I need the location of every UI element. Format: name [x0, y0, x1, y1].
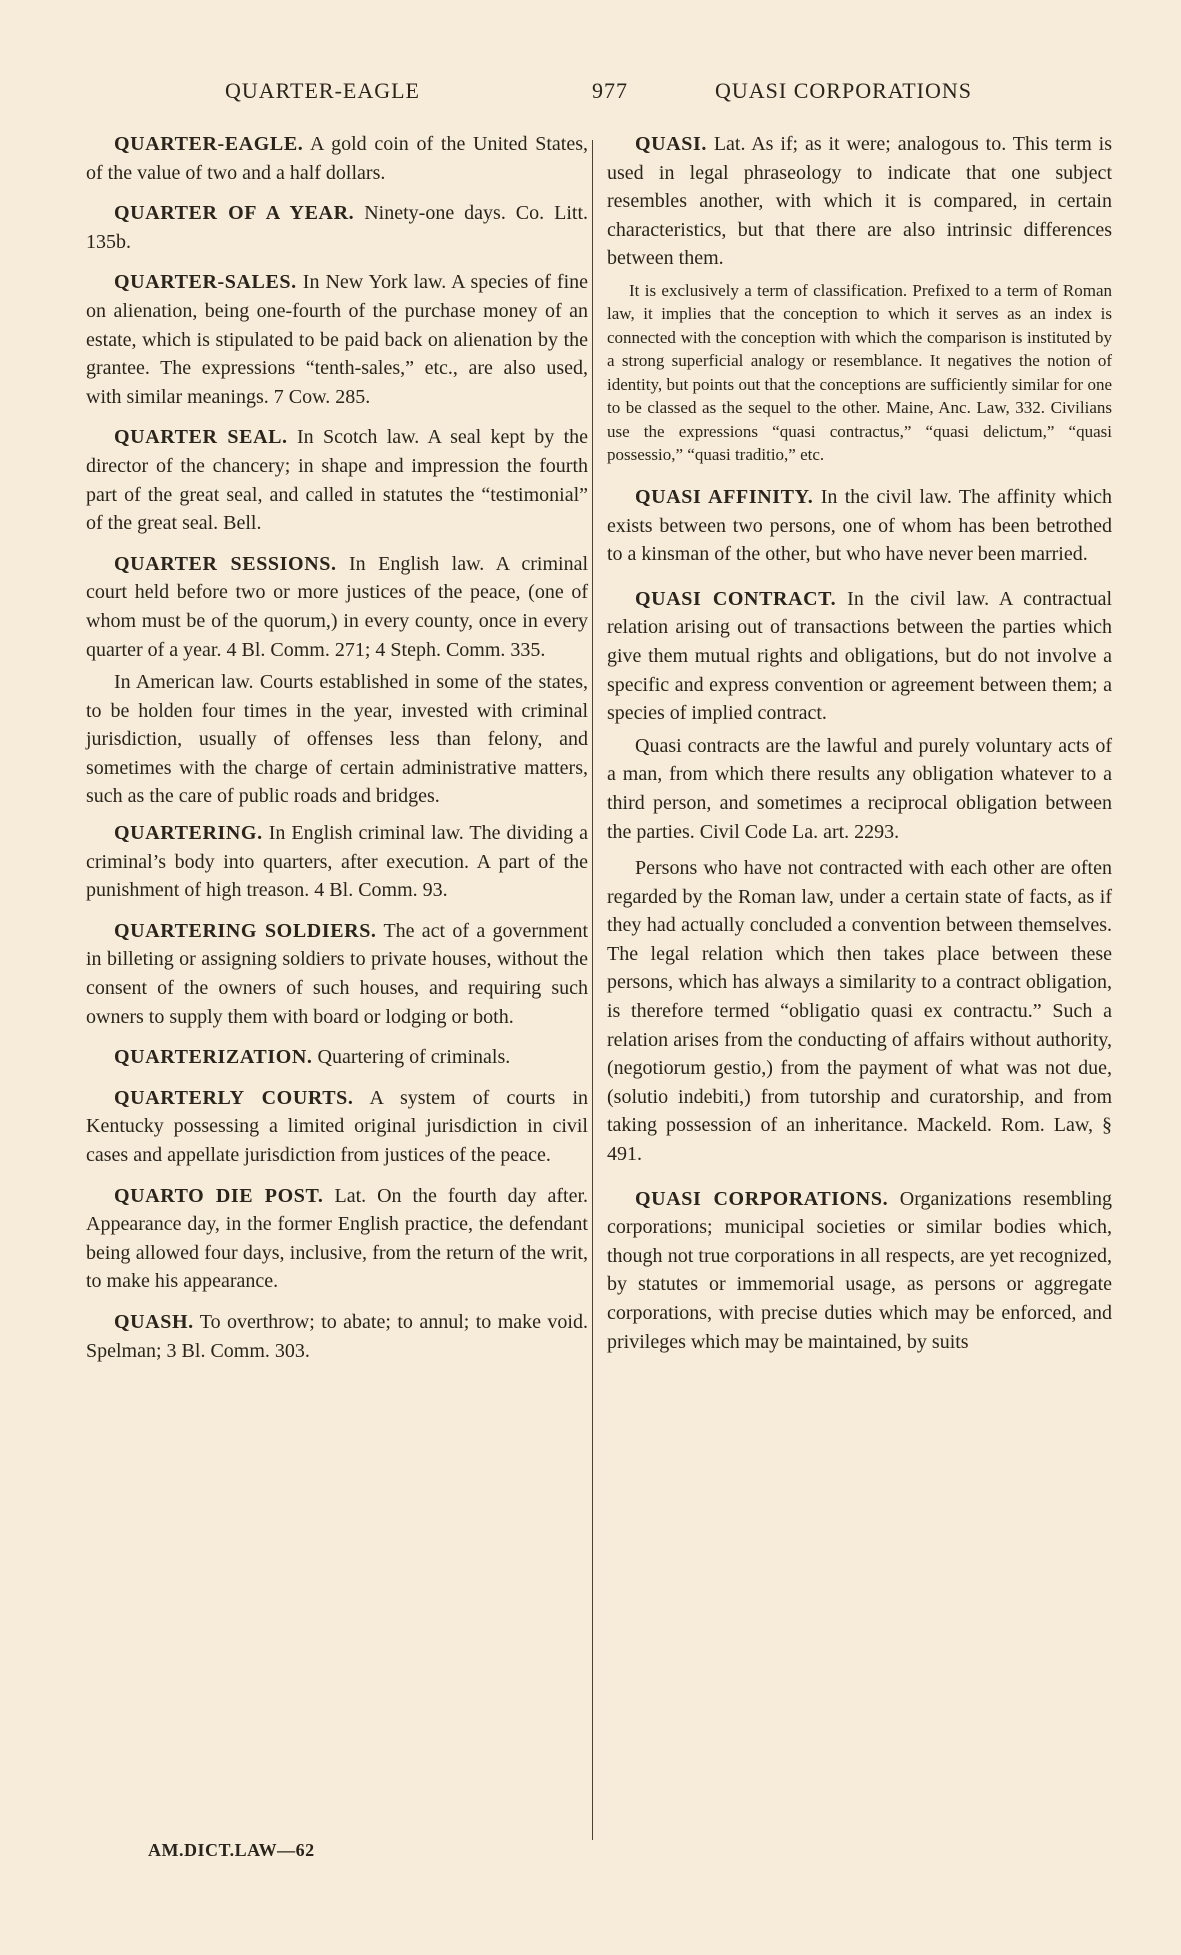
entry — [86, 1182, 588, 1296]
entry — [607, 130, 1112, 273]
headword: QUARTERIZATION. — [114, 1046, 313, 1069]
definition: In Scotch law. A seal kept by the director of the chancery; in shape and impression the fourth part of the great seal, and called in statutes the “testimonial” of the great seal. Bell. — [86, 426, 589, 535]
headword: QUARTERLY COURTS. — [114, 1086, 354, 1109]
running-head-right: QUASI CORPORATIONS — [715, 78, 972, 103]
right-column — [607, 130, 1112, 1368]
small-print-note: It is exclusively a term of classification. Prefixed to a term of Roman law, it implies that the conception to which it serves as an index is connected with the conception with which the comparison is instituted by a strong superficial analogy or resemblance. It negatives the notion of identity, but points out that the conceptions are sufficiently similar for one to be classed as the sequel to the other. Maine, Anc. Law, 332. Civilians use the expressions “quasi contractus,” “quasi delictum,” “quasi possessio,” “quasi traditio,” etc. — [607, 280, 1112, 465]
signature-mark: AM.DICT.LAW—62 — [148, 1840, 315, 1860]
definition: Lat. As if; as it were; analogous to. This term is used in legal phraseology to indicate that one subject resembles another, with which it is compared, in certain characteristics, but that there are also intrinsic differences between them. — [607, 133, 1113, 270]
entry — [607, 483, 1112, 569]
headword: QUASI. — [635, 133, 707, 155]
definition: Organizations resembling corporations; municipal societies or similar bodies which, though not true corporations in all respects, are yet recognized, by statutes or immemorial usage, as persons or aggregate corporations, with precise duties which may be enforced, and privileges which may be maintained, by suits — [607, 1187, 1113, 1353]
definition: A gold coin of the United States, of the value of two and a half dollars. — [86, 133, 588, 184]
paragraph: Quasi contracts are the lawful and purely voluntary acts of a man, from which there results any obligation whatever to a third person, and sometimes a reciprocal obligation between the parties. Civil Code La. art. 2293. — [607, 734, 1112, 843]
headword: QUASI CORPORATIONS. — [635, 1187, 889, 1210]
headword: QUASI AFFINITY. — [635, 485, 814, 508]
headword: QUARTER SEAL. — [114, 426, 288, 449]
entry — [86, 268, 588, 411]
entry — [607, 1185, 1112, 1357]
definition: In the civil law. A contractual relation arising out of transactions between the parties which give them mutual rights and obligations, but do not involve a specific and express convention or agreement between them; a species of implied contract. — [607, 587, 1113, 725]
headword: QUARTER-SALES. — [114, 271, 297, 294]
headword: QUASI CONTRACT. — [635, 587, 837, 610]
definition: The act of a government in billeting or assigning soldiers to private houses, without the consent of the owners of such houses, and requiring such owners to supply them with board or lodging or both. — [86, 919, 588, 1028]
headword: QUARTER OF A YEAR. — [114, 202, 355, 225]
entry — [86, 199, 588, 256]
headword: QUARTER SESSIONS. — [114, 552, 337, 575]
definition: Quartering of criminals. — [317, 1046, 511, 1069]
definition: Ninety-one days. Co. Litt. 135b. — [86, 202, 589, 253]
entry — [86, 819, 588, 905]
headword: QUARTERING SOLDIERS. — [114, 919, 377, 942]
entry — [86, 917, 588, 1031]
headword: QUARTERING. — [114, 822, 263, 845]
page-number: 977 — [592, 78, 628, 103]
paragraph: Persons who have not contracted with each other are often regarded by the Roman law, under a certain state of facts, as if they had actually concluded a convention between themselves. The legal relation which then takes place between these persons, which has always a similarity to a contract obligation, is therefore termed “obligatio quasi ex contractu.” Such a relation arises from the conducting of affairs without authority, (negotiorum gestio,) from the payment of what was not due, (solutio indebiti,) from tutorship and curatorship, and from taking possession of an inheritance. Mackeld. Rom. Law, § 491. — [607, 857, 1112, 1166]
column-divider — [592, 140, 593, 1840]
entry — [86, 1084, 588, 1170]
entry — [86, 130, 588, 187]
headword: QUARTO DIE POST. — [114, 1184, 324, 1207]
definition: In English criminal law. The dividing a criminal’s body into quarters, after execution. A part of the punishment of high treason. 4 Bl. Comm. 93. — [86, 822, 589, 902]
left-column — [86, 130, 588, 1377]
entry — [607, 585, 1112, 728]
definition: In the civil law. The affinity which exists between two persons, one of whom has been betrothed to a kinsman of the other, but who have never been married. — [607, 485, 1112, 566]
entry — [86, 1043, 588, 1072]
definition: To overthrow; to abate; to annul; to make void. Spelman; 3 Bl. Comm. 303. — [86, 1310, 588, 1362]
headword: QUASH. — [114, 1310, 194, 1333]
definition: Lat. On the fourth day after. Appearance day, in the former English practice, the defendant being allowed four days, inclusive, from the return of the writ, to make his appearance. — [86, 1184, 589, 1293]
running-head — [0, 78, 1181, 112]
paragraph: In American law. Courts established in some of the states, to be holden four times in the year, invested with criminal jurisdiction, usually of offenses less than felony, and sometimes with the charge of certain administrative matters, such as the care of public roads and bridges. — [86, 671, 588, 808]
definition: A system of courts in Kentucky possessing a limited original jurisdiction in civil cases and appellate jurisdiction from justices of the peace. — [86, 1086, 588, 1166]
definition: In New York law. A species of fine on alienation, being one-fourth of the purchase money of an estate, which is stipulated to be paid back on alienation by the grantee. The expressions “tenth-sales,” etc., are also used, with similar meanings. 7 Cow. 285. — [86, 271, 589, 408]
definition: In English law. A criminal court held before two or more justices of the peace, (one of whom must be of the quorum,) in every county, once in every quarter of a year. 4 Bl. Comm. 271; 4 Steph. Comm. 335. — [86, 552, 589, 661]
running-head-left: QUARTER-EAGLE — [225, 78, 420, 103]
entry — [86, 1308, 588, 1365]
headword: QUARTER-EAGLE. — [114, 133, 304, 155]
entry — [86, 550, 588, 664]
entry — [86, 423, 588, 537]
